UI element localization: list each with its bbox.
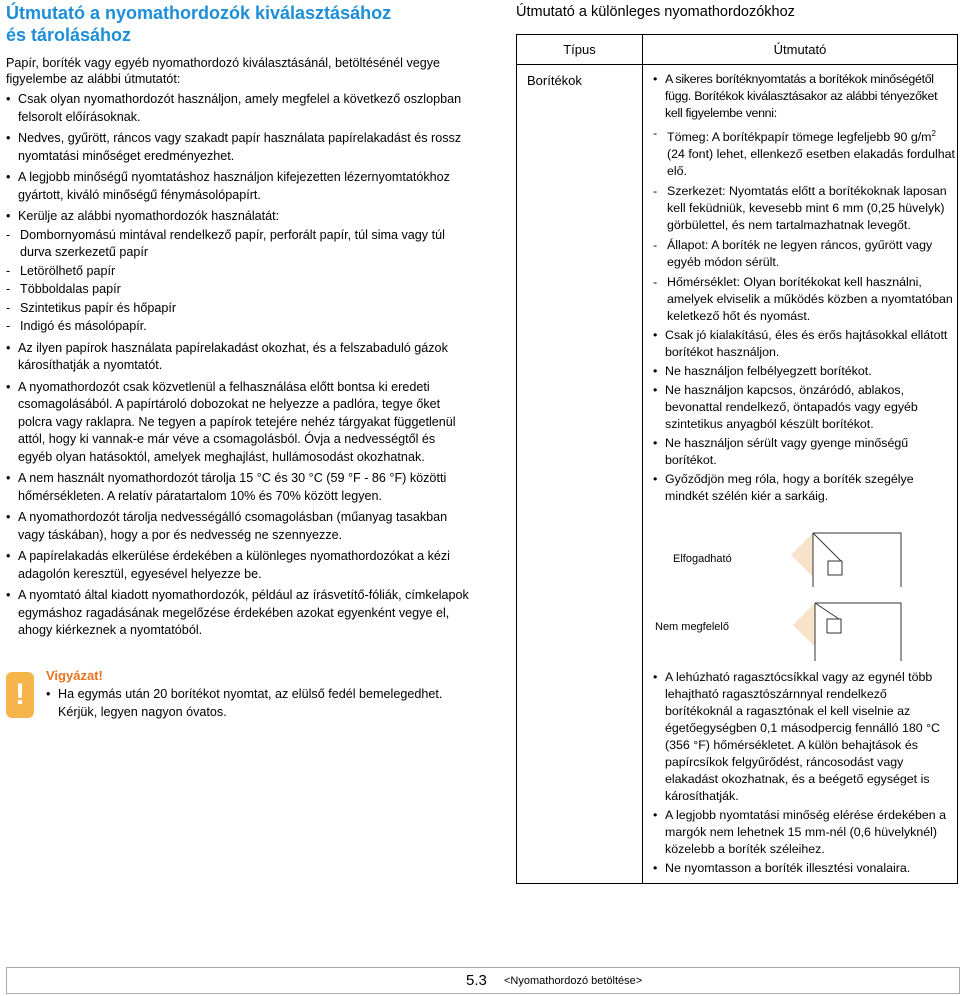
list-item: - Állapot: A boríték ne legyen ráncos, gyűrött vagy egyéb módon sérült. bbox=[653, 237, 957, 271]
list-item: • Nedves, gyűrött, ráncos vagy szakadt papír használata papírelakadást és rossz nyomtatási minőséget eredményezhet. bbox=[6, 130, 472, 165]
list-item: • Az ilyen papírok használata papírelakadást okozhat, és a felszabaduló gázok károsíthatják a nyomtatót. bbox=[6, 340, 472, 375]
left-column bbox=[6, 0, 472, 719]
list-item: - Szerkezet: Nyomtatás előtt a borítékoknak laposan kell feküdniük, kevesebb mint 6 mm (0,25 hüvelyk) görbülettel, és nem tartalmazhatnak levegőt. bbox=[653, 183, 957, 234]
table-row bbox=[517, 65, 958, 884]
envelope-acceptable-icon bbox=[781, 523, 960, 587]
section-title: Útmutató a nyomathordozók kiválasztásához és tárolásához bbox=[6, 3, 392, 45]
page-footer bbox=[6, 967, 960, 994]
list-item: • Csak jó kialakítású, éles és erős hajtásokkal ellátott borítékot használjon. bbox=[653, 327, 957, 361]
envelope-figure-acceptable bbox=[653, 523, 957, 589]
list-item: • A legjobb nyomtatási minőség elérése érdekében a margók nem lehetnek 15 mm-nél (0,6 hüvelyknél) közelebb a boríték széleihez. bbox=[653, 807, 957, 858]
list-item: - Letörölhető papír bbox=[6, 263, 472, 281]
special-media-title: Útmutató a különleges nyomathordozókhoz bbox=[516, 4, 795, 20]
list-item: • Ne nyomtasson a boríték illesztési vonalaira. bbox=[653, 860, 957, 877]
list-item: • Ne használjon kapcsos, önzáródó, ablakos, bevonattal rendelkező, öntapadós vagy egyéb szintetikus anyagból készült borítékot. bbox=[653, 382, 957, 433]
caution-title: Vigyázat! bbox=[46, 668, 103, 683]
page-number: 5.3 bbox=[466, 972, 487, 989]
avoid-list bbox=[6, 227, 472, 336]
list-item: - Indigó és másolópapír. bbox=[6, 318, 472, 336]
special-media-table bbox=[516, 34, 958, 884]
list-item: • Csak olyan nyomathordozót használjon, amely megfelel a következő oszlopban felsorolt előírásoknak. bbox=[6, 91, 472, 126]
list-item: • A nyomathordozót csak közvetlenül a felhasználása előtt bontsa ki eredeti csomagolásából. A papírtároló dobozokat ne helyezze a padlóra, tegye őket polcra vagy raklapra. Ne tegyen a papírok tetejére nehéz tárgyakat függetlenül attól, hogy ki vannak-e már véve a csomagolásból. Óvja a nedvességtől és egyéb olyan hatásoktól, amelyek meghajlást, hullámosodást okozhatnak. bbox=[6, 379, 472, 467]
list-item: • Győződjön meg róla, hogy a boríték szegélye mindkét szélén kiér a sarkáig. bbox=[653, 471, 957, 505]
right-column bbox=[516, 0, 960, 884]
list-item: - Szintetikus papír és hőpapír bbox=[6, 300, 472, 318]
list-item: • A legjobb minőségű nyomtatáshoz használjon kifejezetten lézernyomtatókhoz gyártott, kiváló minőségű fénymásolópapírt. bbox=[6, 169, 472, 204]
chapter-title: <Nyomathordozó betöltése> bbox=[504, 975, 643, 987]
list-item: • A nyomtató által kiadott nyomathordozók, például az írásvetítő-fóliák, címkelapok egymáshoz ragadásának megelőzése érdekében azokat egyenként vegye el, ahogy kiérkeznek a nyomtatóból. bbox=[6, 587, 472, 640]
list-item: • Kerülje az alábbi nyomathordozók használatát: - Dombornyomású mintával rendelkező papír, perforált papír, túl sima vagy túl durva szerkezetű papír - Letörölhető papír - Többoldalas papír - Szintetikus papír és hőpapír - Indigó és másolópapír. bbox=[6, 208, 472, 336]
list-item: • A papírelakadás elkerülése érdekében a különleges nyomathordozókat a kézi adagolón keresztül, egyesével helyezze be. bbox=[6, 548, 472, 583]
list-item: • A nem használt nyomathordozót tárolja 15 °C és 30 °C (59 °F - 86 °F) közötti hőmérsékleten. A relatív páratartalom 10% és 70% között legyen. bbox=[6, 470, 472, 505]
intro-text: Papír, boríték vagy egyéb nyomathordozó kiválasztásánál, betöltésénél vegye figyelembe az alábbi útmutatót: bbox=[6, 56, 441, 86]
list-item: • Ne használjon felbélyegzett borítékot. bbox=[653, 363, 957, 380]
envelope-figure-unacceptable bbox=[653, 597, 957, 663]
list-item: • A nyomathordozót tárolja nedvességálló csomagolásban (műanyag tasakban vagy táskában), hogy a por és nedvesség ne szennyezze. bbox=[6, 509, 472, 544]
column-header-type: Típus bbox=[517, 35, 643, 65]
figure-label: Nem megfelelő bbox=[655, 621, 729, 634]
list-item: - Tömeg: A borítékpapír tömege legfeljebb 90 $g/m^2$ (24 font) lehet, ellenkező esetben elakadás fordulhat elő. bbox=[653, 125, 957, 180]
row-guide-envelopes bbox=[643, 65, 958, 884]
envelope-unacceptable-icon bbox=[781, 597, 960, 661]
list-item: • Ne használjon sérült vagy gyenge minőségű borítékot. bbox=[653, 435, 957, 469]
guidelines-list bbox=[6, 91, 472, 640]
list-item: - Hőmérséklet: Olyan borítékokat kell használni, amelyek elviselik a működés közben a nyomtatóban keletkező hőt és nyomást. bbox=[653, 274, 957, 325]
list-item: - Dombornyomású mintával rendelkező papír, perforált papír, túl sima vagy túl durva szerkezetű papír bbox=[6, 227, 472, 262]
list-item: • A sikeres borítéknyomtatás a borítékok minőségétől függ. Borítékok kiválasztásakor az alábbi tényezőket kell figyelembe venni: - Tömeg: A borítékpapír tömege legfeljebb 90 $g/m^2$ (24 font) lehet, ellenkező esetben elakadás fordulhat elő. - Szerkezet: Nyomtatás előtt a borítékoknak laposan kell feküdniük, kevesebb mint 6 mm (0,25 hüvelyk) görbülettel, és nem tartalmazhatnak levegőt. - Állapot: A boríték ne legyen ráncos, gyűrött vagy egyéb módon sérült. - Hőmérséklet: Olyan borítékokat kell használni, amelyek elviselik a működés közben a nyomtatóban keletkező hőt és nyomást. bbox=[653, 71, 957, 325]
list-item: • A lehúzható ragasztócsíkkal vagy az egynél több lehajtható ragasztószárnnyal rendelkező borítékoknál a ragasztónak el kell viselnie az égetőegységben 0,1 másodpercig fennálló 180 °C (356 °F) hőmérsékletet. A külön behajtások és papírcsíkok felgyűrődést, ráncosodást vagy elakadást okozhatnak, és a beégető egységet is károsíthatják. bbox=[653, 669, 957, 805]
caution-text: • Ha egymás után 20 borítékot nyomtat, az elülső fedél bemelegedhet. Kérjük, legyen nagyon óvatos. bbox=[46, 686, 466, 721]
list-item: - Többoldalas papír bbox=[6, 281, 472, 299]
figure-label: Elfogadható bbox=[673, 553, 732, 566]
column-header-guide: Útmutató bbox=[643, 35, 958, 65]
exclamation-icon: ! bbox=[6, 672, 34, 718]
table-header-row bbox=[517, 35, 958, 65]
row-type-envelopes: Borítékok bbox=[517, 65, 643, 884]
